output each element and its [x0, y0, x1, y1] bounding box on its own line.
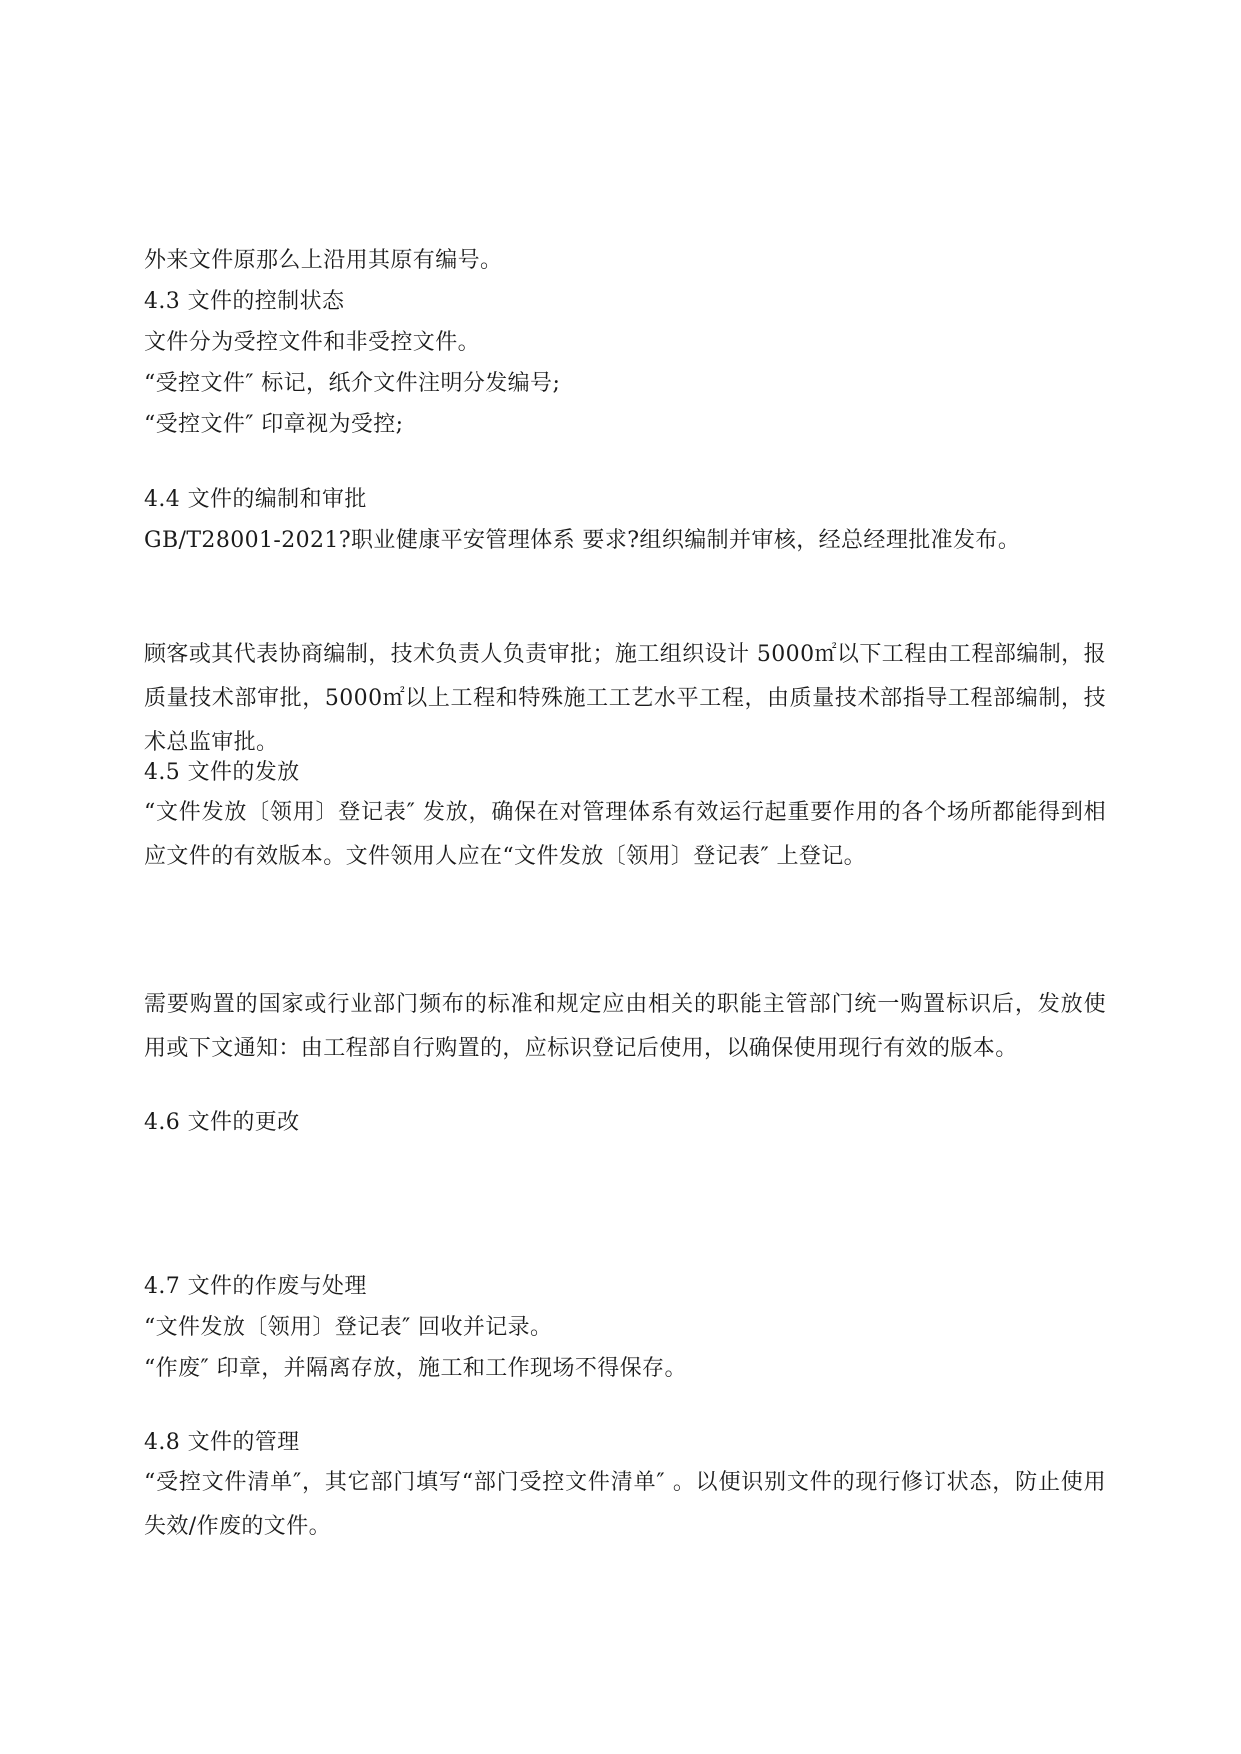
text-line-standard-approval: GB/T28001-2021?职业健康平安管理体系 要求?组织编制并审核，经总经理批准发布。 [144, 528, 1021, 553]
text-line-recall-record: “文件发放〔领用〕登记表″ 回收并记录。 [144, 1315, 553, 1340]
section-heading-4-6: 4.6 文件的更改 [144, 1110, 300, 1135]
paragraph-customer-approval: 顾客或其代表协商编制，技术负责人负责审批；施工组织设计 5000㎡以下工程由工程部编制，报质量技术部审批，5000㎡以上工程和特殊施工工艺水平工程，由质量技术部指导工程部编制，技术总监审批。 [144, 642, 1106, 755]
text-line-file-types: 文件分为受控文件和非受控文件。 [144, 330, 481, 355]
section-heading-4-8: 4.8 文件的管理 [144, 1430, 300, 1455]
section-heading-4-4: 4.4 文件的编制和审批 [144, 487, 367, 512]
paragraph-file-management: “受控文件清单″，其它部门填写“部门受控文件清单″ 。以便识别文件的现行修订状态，防止使用失效/作废的文件。 [144, 1470, 1106, 1539]
paragraph-standards-purchase: 需要购置的国家或行业部门频布的标准和规定应由相关的职能主管部门统一购置标识后，发放使用或下文通知：由工程部自行购置的，应标识登记后使用，以确保使用现行有效的版本。 [144, 992, 1106, 1061]
text-line-controlled-stamp: “受控文件″ 印章视为受控; [144, 412, 404, 437]
text-line-original-number: 外来文件原那么上沿用其原有编号。 [144, 248, 503, 273]
section-heading-4-7: 4.7 文件的作废与处理 [144, 1274, 367, 1299]
section-heading-4-5: 4.5 文件的发放 [144, 760, 300, 785]
text-line-void-stamp: “作废″ 印章，并隔离存放，施工和工作现场不得保存。 [144, 1356, 687, 1381]
paragraph-file-issue: “文件发放〔领用〕登记表″ 发放，确保在对管理体系有效运行起重要作用的各个场所都能得到相应文件的有效版本。文件领用人应在“文件发放〔领用〕登记表″ 上登记。 [144, 800, 1106, 869]
section-heading-4-3: 4.3 文件的控制状态 [144, 289, 345, 314]
text-line-controlled-mark: “受控文件″ 标记，纸介文件注明分发编号; [144, 371, 561, 396]
